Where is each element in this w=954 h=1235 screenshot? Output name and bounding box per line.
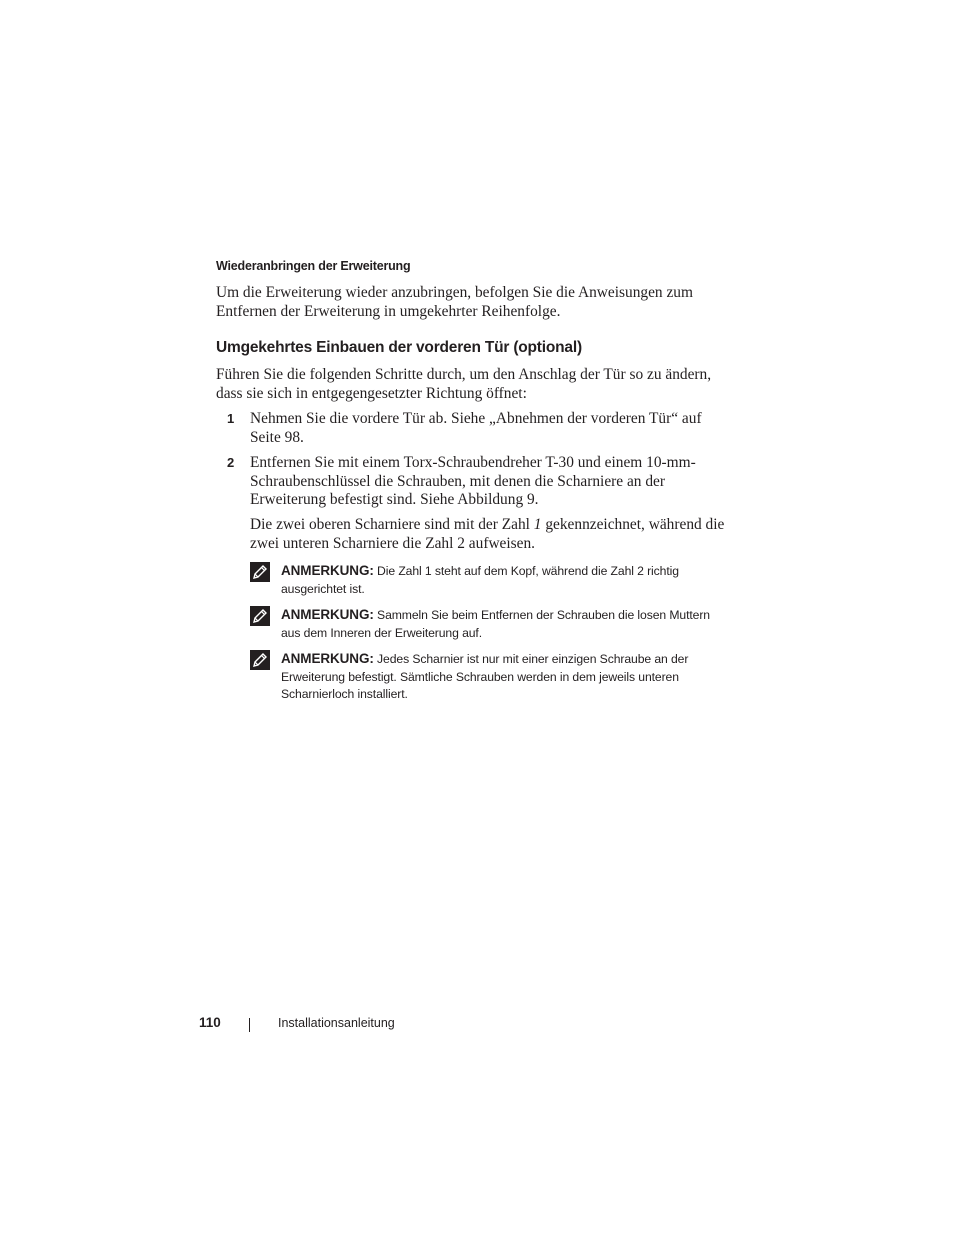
step-1-text: Nehmen Sie die vordere Tür ab. Siehe „Abnehmen der vorderen Tür“ auf Seite 98. [250, 410, 702, 446]
intro-paragraph: Um die Erweiterung wieder anzubringen, befolgen Sie die Anweisungen zum Entfernen der Erweiterung in umgekehrter Reihenfolge. [216, 284, 693, 320]
pencil-note-icon [250, 606, 270, 626]
note-2-body: Sammeln Sie beim Entfernen der Schrauben die losen Muttern aus dem Inneren der Erweiterung auf. [281, 608, 710, 640]
note-3-text [281, 650, 720, 704]
note-1 [250, 562, 720, 598]
footer-title: Installationsanleitung [278, 1016, 395, 1030]
note-3-body: Jedes Scharnier ist nur mit einer einzigen Schraube an der Erweiterung befestigt. Sämtliche Schrauben werden in dem jeweils unteren Scharnierloch installiert. [281, 652, 689, 701]
section-intro: Führen Sie die folgenden Schritte durch, um den Anschlag der Tür so zu ändern, dass sie sich in entgegengesetzter Richtung öffnet: [216, 366, 712, 402]
subheading: Wiederanbringen der Erweiterung [216, 259, 411, 273]
pencil-note-icon [250, 650, 270, 670]
note-1-body: Die Zahl 1 steht auf dem Kopf, während die Zahl 2 richtig ausgerichtet ist. [281, 564, 679, 596]
followup-after: gekennzeichnet, während die zwei unteren Scharniere die Zahl 2 aufweisen. [250, 516, 725, 552]
followup-before: Die zwei oberen Scharniere sind mit der Zahl [250, 516, 534, 533]
note-2 [250, 606, 720, 642]
pencil-note-icon [250, 562, 270, 582]
note-2-text [281, 606, 720, 642]
step-2-text: Entfernen Sie mit einem Torx-Schraubendreher T-30 und einem 10-mm-Schraubenschlüssel die Schrauben, mit denen die Scharniere an der Erweiterung befestigt sind. Siehe Abbildung 9. [250, 454, 696, 508]
step-1-number: 1 [227, 411, 235, 426]
note-3 [250, 650, 720, 704]
note-3-label: ANMERKUNG: [281, 651, 374, 666]
step-2-number: 2 [227, 455, 235, 470]
section-heading: Umgekehrtes Einbauen der vorderen Tür (optional) [216, 339, 582, 356]
note-1-text [281, 562, 720, 598]
followup-italic-number: 1 [533, 516, 542, 533]
step-2-followup [250, 516, 725, 553]
page-number: 110 [199, 1015, 221, 1030]
footer-divider [249, 1018, 250, 1032]
note-1-label: ANMERKUNG: [281, 563, 374, 578]
note-2-label: ANMERKUNG: [281, 607, 374, 622]
